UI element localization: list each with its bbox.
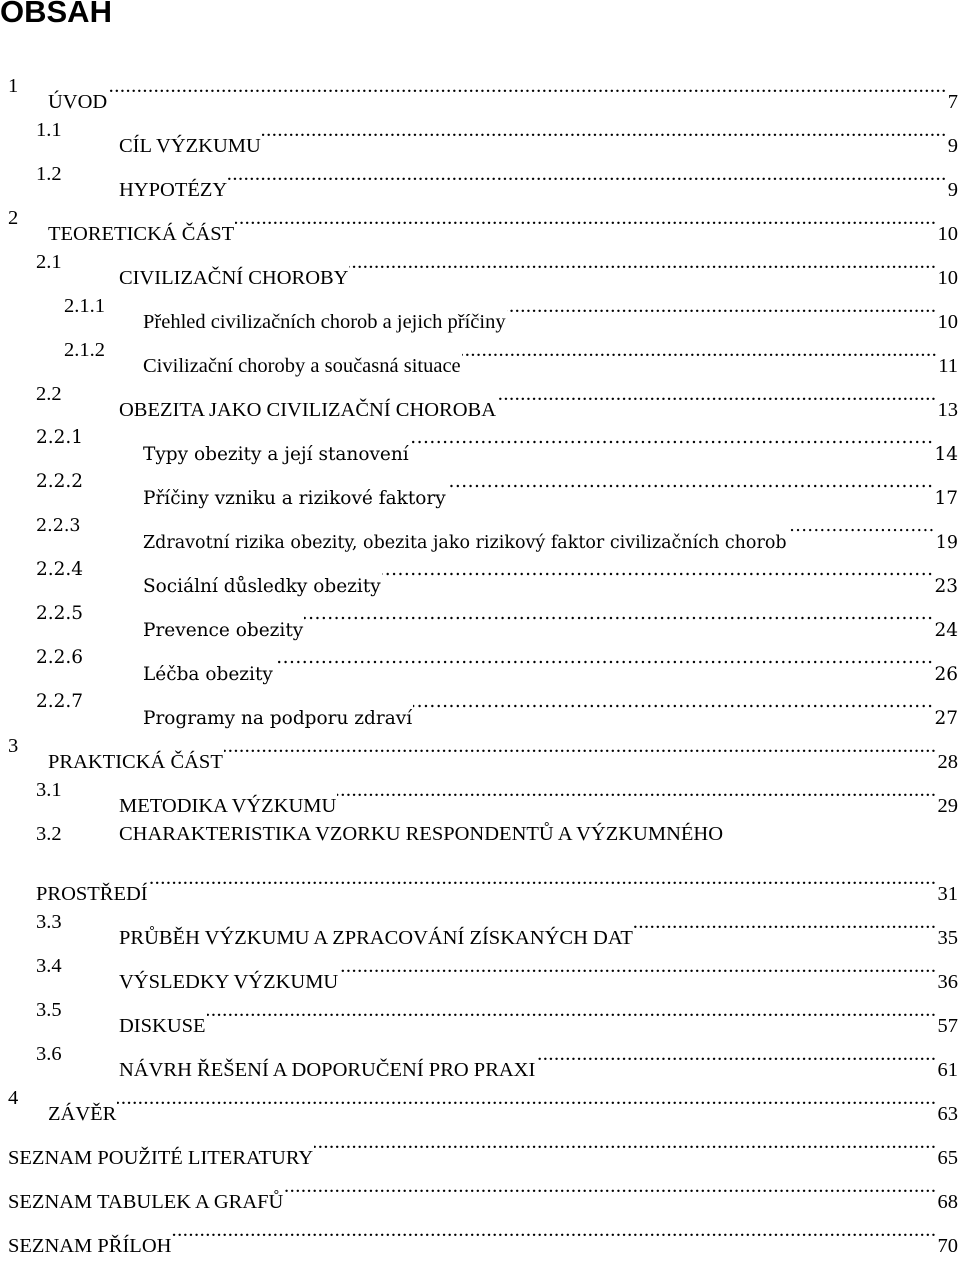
toc-entry-soucasna-situace[interactable] xyxy=(0,328,960,372)
toc-entry-page: 7 xyxy=(948,80,960,124)
dot-leader xyxy=(284,1164,936,1208)
toc-entry-number: 2.2.1 xyxy=(36,416,83,460)
toc-entry-page: 13 xyxy=(938,388,960,432)
toc-entry-page: 26 xyxy=(934,653,960,697)
toc-entry-number: 2.2.3 xyxy=(36,504,81,548)
toc-entry-metodika-vyzkumu[interactable] xyxy=(0,768,960,812)
toc-entry-page: 14 xyxy=(934,433,960,477)
dot-leader xyxy=(314,1120,936,1164)
toc-entry-label: HYPOTÉZY xyxy=(119,168,227,212)
toc-entry-label: PRŮBĚH VÝZKUMU A ZPRACOVÁNÍ ZÍSKANÝCH DAT xyxy=(119,916,633,960)
toc-entry-page: 10 xyxy=(938,300,960,344)
toc-entry-label: Zdravotní rizika obezity, obezita jako rizikový faktor civilizačních chorob xyxy=(143,521,787,565)
dot-leader xyxy=(274,636,934,680)
toc-entry-seznam-priloh[interactable] xyxy=(0,1208,960,1252)
toc-entry-number: 3.1 xyxy=(36,768,62,812)
toc-entry-diskuse[interactable] xyxy=(0,988,960,1032)
toc-entry-programy-na-podporu-zdravi[interactable] xyxy=(0,680,960,724)
toc-entry-page: 9 xyxy=(948,168,960,212)
toc-entry-prubeh-vyzkumu[interactable] xyxy=(0,900,960,944)
toc-entry-number: 2.1 xyxy=(36,240,62,284)
dot-leader xyxy=(382,548,934,592)
toc-entry-page: 27 xyxy=(934,697,960,741)
toc-entry-lecba-obezity[interactable] xyxy=(0,636,960,680)
toc-entry-label: Přehled civilizačních chorob a jejich příčiny xyxy=(143,300,506,344)
toc-entry-label: CHARAKTERISTIKA VZORKU RESPONDENTŮ A VÝZKUMNÉHO xyxy=(119,812,723,856)
toc-entry-navrh-reseni[interactable] xyxy=(0,1032,960,1076)
toc-entry-page: 10 xyxy=(938,212,960,256)
toc-entry-seznam-literatury[interactable] xyxy=(0,1120,960,1164)
toc-entry-number: 2.2.6 xyxy=(36,636,83,680)
toc-entry-charakteristika-vzorku[interactable] xyxy=(0,812,960,856)
toc-entry-number: 3.5 xyxy=(36,988,62,1032)
toc-entry-label: Příčiny vzniku a rizikové faktory xyxy=(143,477,446,521)
toc-entry-uvod[interactable] xyxy=(0,64,960,108)
toc-entry-page: 28 xyxy=(938,740,960,784)
toc-entry-teoreticka-cast[interactable] xyxy=(0,196,960,240)
toc-entry-priciny-vzniku[interactable] xyxy=(0,460,960,504)
toc-entry-label: CIVILIZAČNÍ CHOROBY xyxy=(119,256,348,300)
toc-entry-prakticka-cast[interactable] xyxy=(0,724,960,768)
toc-entry-label: METODIKA VÝZKUMU xyxy=(119,784,336,828)
toc-entry-label: Typy obezity a její stanovení xyxy=(143,433,409,477)
toc-entry-label: SEZNAM POUŽITÉ LITERATURY xyxy=(8,1136,313,1180)
toc-entry-page: 65 xyxy=(938,1136,960,1180)
toc-entry-label: VÝSLEDKY VÝZKUMU xyxy=(119,960,338,1004)
dot-leader xyxy=(536,1032,936,1076)
toc-entry-label: DISKUSE xyxy=(119,1004,206,1048)
dot-leader xyxy=(413,680,933,724)
toc-entry-number: 2.1.2 xyxy=(64,328,105,372)
toc-entry-number: 2.2.5 xyxy=(36,592,83,636)
toc-entry-label: OBEZITA JAKO CIVILIZAČNÍ CHOROBA xyxy=(119,388,496,432)
toc-entry-number: 1.2 xyxy=(36,152,62,196)
toc-entry-page: 63 xyxy=(938,1092,960,1136)
toc-entry-number: 3.2 xyxy=(36,812,62,856)
toc-entry-obezita-jako-civilizacni-choroba[interactable] xyxy=(0,372,960,416)
toc-entry-number: 3 xyxy=(8,724,18,768)
toc-entry-page: 70 xyxy=(938,1224,960,1268)
dot-leader xyxy=(117,1076,936,1120)
dot-leader xyxy=(224,724,937,768)
toc-entry-number: 2.2.7 xyxy=(36,680,83,724)
toc-entry-hypotezy[interactable] xyxy=(0,152,960,196)
dot-leader xyxy=(788,504,935,548)
toc-entry-number: 3.6 xyxy=(36,1032,62,1076)
toc-entry-page: 29 xyxy=(938,784,960,828)
toc-entry-page: 31 xyxy=(938,872,960,916)
toc-entry-number: 4 xyxy=(8,1076,18,1120)
dot-leader xyxy=(507,284,937,328)
toc-entry-label: Programy na podporu zdraví xyxy=(143,697,412,741)
dot-leader xyxy=(207,988,937,1032)
dot-leader xyxy=(228,152,947,196)
toc-entry-label: Civilizační choroby a současná situace xyxy=(143,344,461,388)
dot-leader xyxy=(172,1208,936,1252)
toc-entry-cil-vyzkumu[interactable] xyxy=(0,108,960,152)
toc-entry-label: ZÁVĚR xyxy=(48,1092,116,1136)
dot-leader xyxy=(108,64,947,108)
dot-leader xyxy=(339,944,936,988)
toc-entry-page: 57 xyxy=(938,1004,960,1048)
dot-leader xyxy=(262,108,947,152)
toc-entry-number: 2.2.2 xyxy=(36,460,83,504)
toc-entry-label: Léčba obezity xyxy=(143,653,273,697)
toc-entry-number: 3.3 xyxy=(36,900,62,944)
toc-entry-vysledky-vyzkumu[interactable] xyxy=(0,944,960,988)
toc-entry-page: 23 xyxy=(934,565,960,609)
dot-leader xyxy=(634,900,937,944)
toc-entry-prehled-civilizacnich-chorob[interactable] xyxy=(0,284,960,328)
toc-entry-page: 61 xyxy=(938,1048,960,1092)
toc-entry-zaver[interactable] xyxy=(0,1076,960,1120)
toc-entry-page: 36 xyxy=(938,960,960,1004)
toc-entry-page: 19 xyxy=(936,521,960,565)
toc-entry-page: 10 xyxy=(938,256,960,300)
toc-entry-label: ÚVOD xyxy=(48,80,107,124)
toc-entry-typy-obezity[interactable] xyxy=(0,416,960,460)
toc-entry-prevence-obezity[interactable] xyxy=(0,592,960,636)
toc-entry-number: 1 xyxy=(8,64,18,108)
toc-entry-label: NÁVRH ŘEŠENÍ A DOPORUČENÍ PRO PRAXI xyxy=(119,1048,535,1092)
toc-entry-label: CÍL VÝZKUMU xyxy=(119,124,261,168)
toc-entry-civilizacni-choroby[interactable] xyxy=(0,240,960,284)
page-title: OBSAH xyxy=(0,0,112,30)
toc-entry-label: TEORETICKÁ ČÁST xyxy=(48,212,234,256)
toc-entry-label-continued: PROSTŘEDÍ xyxy=(36,872,148,916)
toc-entry-label: SEZNAM TABULEK A GRAFŮ xyxy=(8,1180,283,1224)
dot-leader xyxy=(497,372,936,416)
toc-entry-socialni-dusledky[interactable] xyxy=(0,548,960,592)
dot-leader xyxy=(304,592,933,636)
toc-entry-label: Sociální důsledky obezity xyxy=(143,565,381,609)
dot-leader xyxy=(337,768,936,812)
toc-entry-number: 2 xyxy=(8,196,18,240)
toc-entry-zdravotni-rizika[interactable] xyxy=(0,504,960,548)
toc-entry-label: Prevence obezity xyxy=(143,609,303,653)
dot-leader xyxy=(235,196,936,240)
toc-entry-number: 3.4 xyxy=(36,944,62,988)
toc-entry-page: 11 xyxy=(938,344,960,388)
toc-entry-charakteristika-vzorku-continued[interactable] xyxy=(0,856,960,900)
toc-entry-number: 2.2 xyxy=(36,372,62,416)
dot-leader xyxy=(410,416,934,460)
toc-entry-page: 68 xyxy=(938,1180,960,1224)
toc-entry-label: SEZNAM PŘÍLOH xyxy=(8,1224,171,1268)
toc-entry-page: 24 xyxy=(934,609,960,653)
dot-leader xyxy=(447,460,934,504)
toc-entry-number: 2.1.1 xyxy=(64,284,105,328)
dot-leader xyxy=(149,856,937,900)
dot-leader xyxy=(349,240,936,284)
toc-entry-label: PRAKTICKÁ ČÁST xyxy=(48,740,223,784)
toc-entry-page: 35 xyxy=(938,916,960,960)
toc-entry-number: 2.2.4 xyxy=(36,548,83,592)
toc-entry-page: 17 xyxy=(934,477,960,521)
toc-entry-seznam-tabulek[interactable] xyxy=(0,1164,960,1208)
toc-entry-page: 9 xyxy=(948,124,960,168)
dot-leader xyxy=(462,328,938,372)
toc-entry-number: 1.1 xyxy=(36,108,62,152)
